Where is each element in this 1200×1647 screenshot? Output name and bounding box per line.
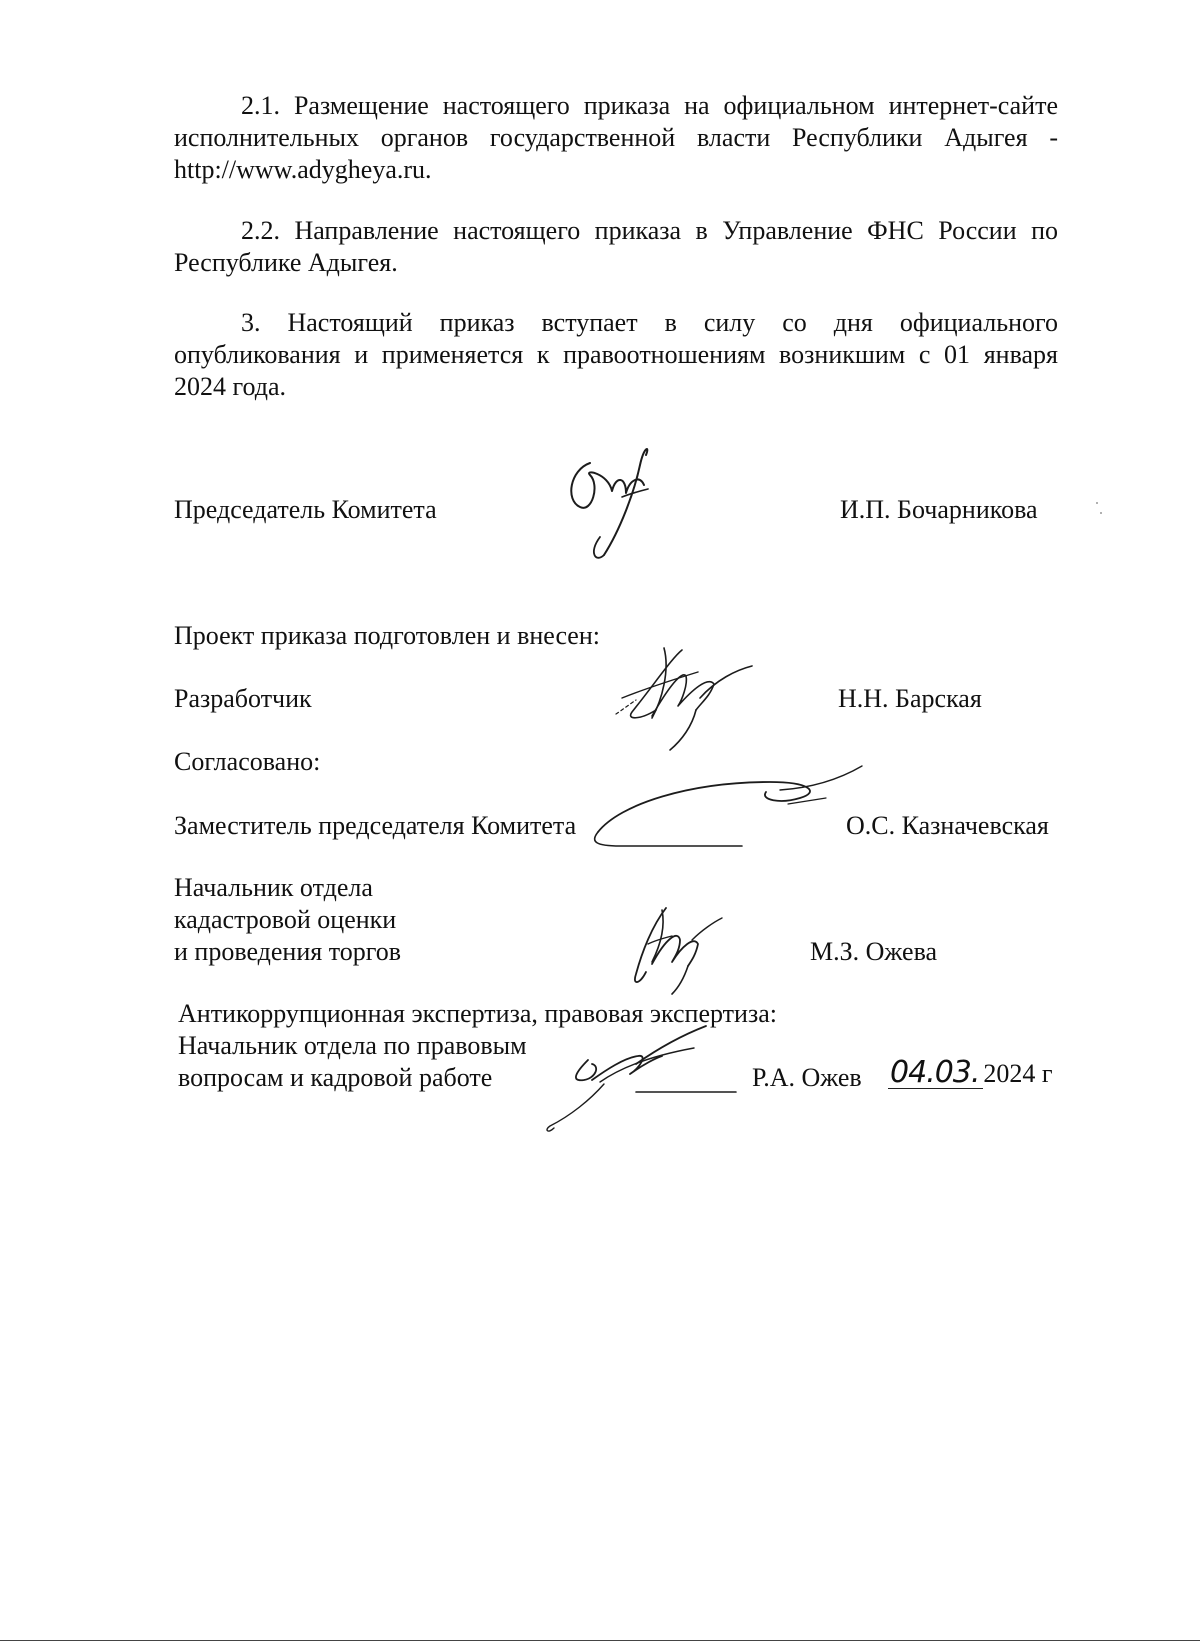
deputy-name: О.С. Казначевская bbox=[846, 811, 1049, 840]
scan-speck bbox=[1096, 502, 1098, 504]
expertise-heading: Антикоррупционная экспертиза, правовая экспертиза: bbox=[178, 999, 777, 1028]
cadastral-title-line-3: и проведения торгов bbox=[174, 937, 402, 966]
cadastral-signature bbox=[622, 900, 732, 1000]
cadastral-title-line-2: кадастровой оценки bbox=[174, 905, 397, 934]
legal-date-year: 2024 г bbox=[983, 1059, 1053, 1088]
legal-signature bbox=[540, 1020, 740, 1135]
paragraph-3: 3. Настоящий приказ вступает в силу со дня официального опубликования и применяется к правоотношениям возникшим с 01 января 2024 года. bbox=[174, 308, 1058, 401]
deputy-signature bbox=[580, 760, 880, 860]
paragraph-2-2: 2.2. Направление настоящего приказа в Управление ФНС России по Республике Адыгея. bbox=[174, 216, 1058, 277]
cadastral-title-line-1: Начальник отдела bbox=[174, 873, 373, 902]
developer-name: Н.Н. Барская bbox=[838, 684, 982, 713]
chairman-title: Председатель Комитета bbox=[174, 495, 437, 524]
legal-date-handwritten: 04.03. bbox=[888, 1058, 983, 1089]
legal-title-line-1: Начальник отдела по правовым bbox=[178, 1031, 527, 1060]
developer-title: Разработчик bbox=[174, 684, 312, 713]
legal-date bbox=[888, 1055, 1053, 1090]
chairman-name: И.П. Бочарникова bbox=[840, 495, 1038, 524]
project-heading: Проект приказа подготовлен и внесен: bbox=[174, 621, 600, 650]
developer-signature bbox=[612, 640, 772, 760]
paragraph-2-1: 2.1. Размещение настоящего приказа на официальном интернет-сайте исполнительных органов государственной власти Республики Адыгея - http://www.adygheya.ru. bbox=[174, 91, 1058, 184]
cadastral-name: М.З. Ожева bbox=[810, 937, 938, 966]
legal-name: Р.А. Ожев bbox=[752, 1063, 862, 1092]
chairman-signature bbox=[560, 445, 680, 565]
legal-title-line-2: вопросам и кадровой работе bbox=[178, 1063, 493, 1092]
scan-speck bbox=[1100, 512, 1102, 514]
agreed-heading: Согласовано: bbox=[174, 747, 321, 776]
deputy-title: Заместитель председателя Комитета bbox=[174, 811, 577, 840]
bottom-edge-line bbox=[0, 1640, 1200, 1641]
